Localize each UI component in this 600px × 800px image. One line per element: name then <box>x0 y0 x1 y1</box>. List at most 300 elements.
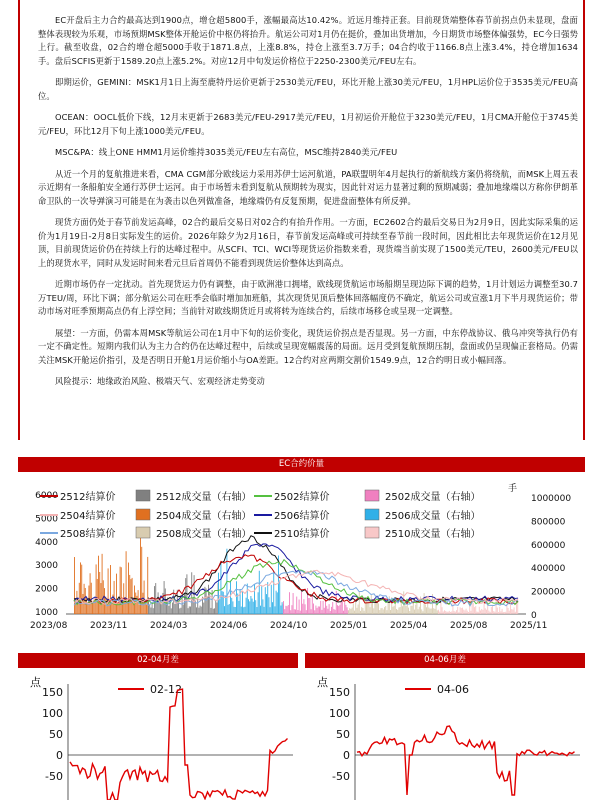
volume-bar-2512 <box>168 606 169 614</box>
ec-price-volume-chart <box>18 475 585 635</box>
volume-bar-2506 <box>255 600 256 614</box>
volume-bar-2508 <box>373 608 374 614</box>
volume-bar-2506 <box>249 601 250 614</box>
volume-bar-2512 <box>210 608 211 614</box>
volume-bar-2512 <box>170 603 171 614</box>
volume-bar-2510 <box>454 611 455 614</box>
paragraph-msc-pa: MSC&PA：线上ONE HMM1月运价维持3035美元/FEU左右高位，MSC维持2840美元/FEU <box>55 147 398 157</box>
spread-y-tick: 0 <box>343 749 350 762</box>
volume-bar-2510 <box>503 612 504 614</box>
volume-bar-2512 <box>213 609 214 614</box>
right-axis-tick: 1000000 <box>531 494 572 504</box>
volume-bar-2502 <box>329 604 330 614</box>
volume-bar-2506 <box>231 598 232 614</box>
volume-bar-2506 <box>232 601 233 614</box>
volume-bar-2512 <box>214 608 215 614</box>
volume-bar-2510 <box>470 611 471 614</box>
x-axis-tick: 2025/08 <box>450 621 488 631</box>
volume-bar-2502 <box>320 601 321 614</box>
volume-bar-2510 <box>500 611 501 614</box>
volume-bar-2510 <box>502 609 503 614</box>
volume-bar-2510 <box>485 608 486 614</box>
legend-label: 2504结算价 <box>60 511 116 522</box>
volume-bar-2506 <box>271 585 272 614</box>
volume-bar-2508 <box>360 611 361 614</box>
volume-bar-2504 <box>100 583 101 614</box>
right-axis-tick: 800000 <box>531 517 566 528</box>
left-axis-tick: 6000 <box>35 491 58 501</box>
legend-label: 2512成交量（右轴） <box>156 492 252 503</box>
x-axis-tick: 2025/01 <box>330 621 368 631</box>
volume-bar-2510 <box>472 602 473 614</box>
volume-bar-2508 <box>437 610 438 614</box>
legend-label: 2504成交量（右轴） <box>156 511 252 522</box>
spread-y-tick: 100 <box>42 707 63 720</box>
volume-bar-2510 <box>458 612 459 614</box>
x-axis-tick: 2025/04 <box>390 621 428 631</box>
volume-bar-2504 <box>81 565 82 614</box>
volume-bar-2512 <box>190 607 191 614</box>
volume-bar-2506 <box>244 607 245 614</box>
volume-bar-2510 <box>497 608 498 614</box>
volume-bar-2508 <box>406 606 407 614</box>
volume-bar-2510 <box>491 607 492 614</box>
legend-swatch-box <box>136 490 150 501</box>
spread-04-06-title: 04-06月差 <box>305 653 585 668</box>
volume-bar-2502 <box>323 601 324 614</box>
volume-bar-2504 <box>110 565 111 614</box>
volume-bar-2506 <box>236 581 237 614</box>
volume-bar-2502 <box>324 608 325 614</box>
legend-label: 2506结算价 <box>274 511 330 522</box>
volume-bar-2506 <box>278 556 279 614</box>
volume-bar-2510 <box>443 611 444 614</box>
volume-bar-2506 <box>252 599 253 614</box>
volume-bar-2506 <box>224 606 225 614</box>
volume-bar-2510 <box>464 610 465 614</box>
volume-bar-2502 <box>309 598 310 614</box>
volume-bar-2506 <box>256 607 257 614</box>
volume-bar-2512 <box>179 608 180 614</box>
volume-bar-2502 <box>331 607 332 614</box>
volume-bar-2502 <box>321 610 322 614</box>
volume-bar-2508 <box>388 603 389 614</box>
spread-y-tick: -50 <box>332 770 350 783</box>
legend-swatch-box <box>136 527 150 538</box>
legend-swatch-box <box>365 490 379 501</box>
volume-bar-2510 <box>509 611 510 614</box>
volume-bar-2506 <box>253 602 254 614</box>
volume-bar-2506 <box>235 607 236 614</box>
volume-bar-2508 <box>415 605 416 614</box>
volume-bar-2502 <box>295 610 296 614</box>
volume-bar-2504 <box>98 556 99 614</box>
volume-bar-2508 <box>434 609 435 614</box>
volume-bar-2510 <box>439 612 440 614</box>
volume-bar-2510 <box>486 610 487 614</box>
volume-bar-2508 <box>412 606 413 614</box>
volume-bar-2502 <box>338 606 339 614</box>
volume-bar-2502 <box>339 605 340 614</box>
volume-bar-2512 <box>182 598 183 614</box>
volume-bar-2508 <box>394 606 395 614</box>
volume-bar-2502 <box>303 599 304 614</box>
volume-bar-2506 <box>220 562 221 614</box>
volume-bar-2508 <box>385 606 386 614</box>
volume-bar-2502 <box>319 607 320 614</box>
volume-bar-2504 <box>126 551 127 614</box>
volume-bar-2512 <box>201 607 202 614</box>
volume-bar-2510 <box>466 609 467 614</box>
volume-bar-2504 <box>120 567 121 614</box>
volume-bar-2510 <box>480 610 481 614</box>
volume-bar-2510 <box>446 612 447 614</box>
volume-bar-2502 <box>291 605 292 614</box>
volume-bar-2510 <box>468 612 469 614</box>
volume-bar-2510 <box>461 608 462 614</box>
volume-bar-2510 <box>463 610 464 614</box>
volume-bar-2502 <box>289 592 290 614</box>
legend-swatch-box <box>136 509 150 520</box>
volume-bar-2502 <box>308 598 309 614</box>
volume-bar-2510 <box>481 609 482 614</box>
volume-bar-2512 <box>172 603 173 614</box>
paragraph-risk: 风险提示：地缘政治风险、极端天气、宏观经济走势变动 <box>55 376 265 386</box>
volume-bar-2510 <box>508 608 509 614</box>
volume-bar-2506 <box>237 594 238 614</box>
volume-bar-2510 <box>494 612 495 614</box>
volume-bar-2506 <box>270 607 271 614</box>
volume-bar-2508 <box>370 607 371 614</box>
volume-bar-2502 <box>302 604 303 614</box>
volume-bar-2506 <box>260 606 261 614</box>
volume-bar-2512 <box>189 606 190 614</box>
volume-bar-2502 <box>312 595 313 614</box>
volume-bar-2506 <box>250 596 251 614</box>
spread-y-tick: 150 <box>329 686 350 699</box>
volume-bar-2512 <box>171 608 172 614</box>
volume-bar-2510 <box>475 606 476 614</box>
volume-bar-2502 <box>284 609 285 614</box>
volume-bar-2510 <box>473 603 474 614</box>
paragraph-disturbance: 近期市场仍存一定扰动。首先现货运力仍有调整，由于欧洲港口拥堵，欧线现货航运市场船期呈现边际下调的趋势，1月计划运力调整至30.7万TEU/周，环比下调；部分航运公司在旺季会临时增加加班船，其次现货见顶后整体回落幅度仍不确定，航运公司或宣涨1月下半月现货运价；带动市场对旺季预期高点仍有上浮空间；当前针对欧线期货近月或将转为连续合约，后续市场移仓或呈现一定调整。 <box>38 279 578 316</box>
volume-bar-2504 <box>111 602 112 614</box>
spread-02-04-chart <box>18 670 298 800</box>
volume-bar-2512 <box>216 603 217 614</box>
x-axis-tick: 2023/11 <box>90 621 128 631</box>
volume-bar-2508 <box>362 608 363 614</box>
volume-bar-2508 <box>419 607 420 614</box>
volume-bar-2510 <box>438 610 439 614</box>
volume-bar-2506 <box>219 599 220 614</box>
volume-bar-2506 <box>261 586 262 614</box>
volume-bar-2506 <box>228 605 229 614</box>
left-axis-tick: 5000 <box>35 514 58 525</box>
volume-bar-2502 <box>283 601 284 614</box>
volume-bar-2504 <box>130 579 131 614</box>
volume-bar-2502 <box>285 606 286 614</box>
volume-bar-2508 <box>413 598 414 614</box>
volume-bar-2510 <box>512 610 513 614</box>
volume-bar-2504 <box>146 605 147 614</box>
volume-bar-2502 <box>327 609 328 614</box>
spread-legend-label: 02-12 <box>150 683 182 696</box>
volume-bar-2512 <box>188 608 189 614</box>
volume-bar-2508 <box>386 610 387 614</box>
legend-swatch-box <box>365 509 379 520</box>
x-axis-tick: 2024/06 <box>210 621 248 631</box>
volume-bar-2504 <box>80 562 81 614</box>
x-axis-tick: 2023/08 <box>30 621 68 631</box>
left-axis-tick: 4000 <box>35 537 58 548</box>
volume-bar-2506 <box>247 584 248 614</box>
volume-bar-2508 <box>392 607 393 614</box>
volume-bar-2512 <box>180 608 181 614</box>
left-axis-tick: 2000 <box>35 584 58 595</box>
legend-label: 2508结算价 <box>60 529 116 540</box>
spread-y-tick: 100 <box>329 707 350 720</box>
paragraph-market-close: EC开盘后主力合约最高达到1900点，增仓超5800手，涨幅最高达10.42%。近远月维持正套。目前现货端整体春节前拐点仍未显现，盘面整体表现较为乐观，市场预期MSK整体开舱运价中枢仍将抬升。航运公司对1月仍在挺价，叠加出货增加，今日期货市场整体偏强势，EC今日强势上行。截至收盘，02合约增仓超5000手收于1871.8点，上涨8.8%，持仓上涨至3.7万手；04合约收于1166.8点上涨3.4%，持仓增加1634手。盘后SCFIS更新于1589.20点上涨5.2%。对应12月中旬发运价格位于2250-2300美元/FEU左右。 <box>38 15 578 66</box>
volume-bar-2506 <box>274 606 275 614</box>
volume-bar-2512 <box>161 604 162 614</box>
volume-bar-2506 <box>259 571 260 614</box>
volume-bar-2506 <box>218 573 219 614</box>
volume-bar-2508 <box>354 611 355 614</box>
legend-label: 2508成交量（右轴） <box>156 529 252 540</box>
volume-bar-2502 <box>313 604 314 614</box>
volume-bar-2508 <box>356 608 357 614</box>
volume-bar-2504 <box>96 564 97 614</box>
volume-bar-2508 <box>379 610 380 614</box>
volume-bar-2504 <box>93 603 94 614</box>
volume-bar-2512 <box>184 593 185 614</box>
volume-bar-2502 <box>343 611 344 614</box>
volume-bar-2510 <box>448 612 449 614</box>
spread-series-line <box>70 689 288 800</box>
volume-bar-2506 <box>248 599 249 614</box>
volume-bar-2504 <box>141 547 142 614</box>
volume-bar-2504 <box>132 578 133 614</box>
right-axis-tick: 600000 <box>531 540 566 551</box>
volume-bar-2502 <box>344 602 345 614</box>
volume-bar-2508 <box>421 609 422 614</box>
volume-bar-2510 <box>515 612 516 614</box>
volume-bar-2512 <box>153 608 154 614</box>
volume-bar-2506 <box>234 607 235 614</box>
volume-bar-2506 <box>222 591 223 614</box>
volume-bar-2510 <box>476 612 477 614</box>
x-axis-tick: 2024/03 <box>150 621 188 631</box>
volume-bar-2506 <box>225 595 226 614</box>
volume-bar-2512 <box>196 607 197 614</box>
volume-bar-2504 <box>139 605 140 614</box>
volume-bar-2506 <box>230 581 231 614</box>
volume-bar-2502 <box>345 605 346 614</box>
x-axis-tick: 2025/11 <box>510 621 548 631</box>
spread-unit-label: 点 <box>30 676 41 689</box>
volume-bar-2508 <box>433 608 434 614</box>
volume-bar-2504 <box>116 574 117 614</box>
right-axis-unit: 手 <box>508 484 518 494</box>
volume-bar-2508 <box>355 601 356 614</box>
volume-bar-2502 <box>347 607 348 614</box>
volume-bar-2510 <box>478 612 479 614</box>
legend-label: 2502成交量（右轴） <box>385 492 481 503</box>
volume-bar-2508 <box>424 593 425 614</box>
volume-bar-2506 <box>262 599 263 614</box>
volume-bar-2508 <box>430 609 431 614</box>
volume-bar-2508 <box>425 604 426 614</box>
volume-bar-2508 <box>358 605 359 614</box>
volume-bar-2508 <box>348 610 349 614</box>
volume-bar-2508 <box>428 608 429 614</box>
volume-bar-2508 <box>364 611 365 614</box>
volume-bar-2502 <box>294 609 295 614</box>
report-text <box>38 14 578 397</box>
paragraph-gemini: 即期运价，GEMINI：MSK1月1日上海至鹿特丹运价更新于2530美元/FEU，环比开舱上涨30美元/FEU，1月HPL运价位于3535美元/FEU高位。 <box>38 77 578 101</box>
volume-bar-2504 <box>97 579 98 614</box>
volume-bar-2502 <box>330 611 331 614</box>
volume-bar-2508 <box>407 604 408 614</box>
volume-bar-2504 <box>128 563 129 614</box>
volume-bar-2502 <box>306 610 307 614</box>
legend-label: 2510结算价 <box>274 529 330 540</box>
spread-y-tick: 150 <box>42 686 63 699</box>
volume-bar-2502 <box>335 610 336 614</box>
volume-bar-2508 <box>382 608 383 614</box>
main-chart-title: EC合约价量 <box>18 457 585 472</box>
volume-bar-2502 <box>311 609 312 614</box>
volume-bar-2510 <box>493 611 494 614</box>
volume-bar-2508 <box>349 608 350 614</box>
left-axis-tick: 3000 <box>35 561 58 572</box>
paragraph-ocean: OCEAN：OOCL低价下线，12月末更新于2683美元/FEU-2917美元/FEU，1月初运价开舱位于3230美元/FEU，1月CMA开舱位于3745美元/FEU，环比12月下旬上涨1000美元/FEU。 <box>38 112 578 136</box>
volume-bar-2508 <box>397 610 398 614</box>
volume-bar-2510 <box>451 611 452 614</box>
volume-bar-2504 <box>99 572 100 614</box>
volume-bar-2508 <box>350 609 351 614</box>
volume-bar-2506 <box>266 594 267 614</box>
spread-y-tick: 50 <box>336 728 350 741</box>
volume-bar-2510 <box>445 611 446 614</box>
volume-bar-2502 <box>332 602 333 614</box>
volume-bar-2502 <box>305 604 306 614</box>
legend-label: 2512结算价 <box>60 492 116 503</box>
volume-bar-2506 <box>264 607 265 614</box>
volume-bar-2508 <box>383 609 384 614</box>
volume-bar-2512 <box>185 578 186 614</box>
volume-bar-2508 <box>400 607 401 614</box>
volume-bar-2510 <box>499 607 500 614</box>
legend-label: 2506成交量（右轴） <box>385 511 481 522</box>
volume-bar-2506 <box>242 591 243 614</box>
volume-bar-2512 <box>197 599 198 614</box>
volume-bar-2508 <box>390 610 391 614</box>
volume-bar-2502 <box>337 605 338 614</box>
volume-bar-2504 <box>87 604 88 614</box>
volume-bar-2512 <box>150 608 151 614</box>
volume-bar-2510 <box>450 612 451 614</box>
spread-legend-label: 04-06 <box>437 683 469 696</box>
volume-bar-2504 <box>91 583 92 614</box>
volume-bar-2512 <box>164 581 165 614</box>
spread-y-tick: -50 <box>45 770 63 783</box>
volume-bar-2508 <box>384 607 385 614</box>
volume-bar-2508 <box>396 609 397 614</box>
volume-bar-2502 <box>341 602 342 614</box>
spread-unit-label: 点 <box>317 676 328 689</box>
volume-bar-2510 <box>482 610 483 614</box>
volume-bar-2512 <box>149 605 150 614</box>
volume-bar-2510 <box>467 611 468 614</box>
volume-bar-2508 <box>409 611 410 614</box>
volume-bar-2506 <box>238 601 239 614</box>
volume-bar-2504 <box>82 594 83 614</box>
right-axis-tick: 0 <box>531 611 537 621</box>
spread-02-04-title: 02-04月差 <box>18 653 298 668</box>
volume-bar-2508 <box>402 606 403 614</box>
volume-bar-2506 <box>277 592 278 614</box>
volume-bar-2506 <box>241 607 242 614</box>
volume-bar-2502 <box>317 608 318 614</box>
legend-label: 2502结算价 <box>274 492 330 503</box>
spread-series-line <box>357 726 575 795</box>
volume-bar-2506 <box>223 592 224 614</box>
volume-bar-2508 <box>378 603 379 614</box>
volume-bar-2502 <box>301 592 302 614</box>
right-axis-tick: 200000 <box>531 587 566 598</box>
volume-bar-2510 <box>449 611 450 614</box>
volume-bar-2502 <box>314 610 315 614</box>
volume-bar-2502 <box>333 609 334 614</box>
volume-bar-2510 <box>490 612 491 614</box>
volume-bar-2502 <box>290 610 291 614</box>
volume-bar-2504 <box>90 573 91 614</box>
volume-bar-2510 <box>457 607 458 614</box>
volume-bar-2510 <box>460 607 461 614</box>
volume-bar-2506 <box>267 582 268 614</box>
volume-bar-2506 <box>254 584 255 614</box>
volume-bar-2510 <box>440 601 441 614</box>
volume-bar-2506 <box>279 580 280 614</box>
spread-y-tick: 0 <box>56 749 63 762</box>
volume-bar-2508 <box>422 611 423 614</box>
volume-bar-2512 <box>200 606 201 614</box>
volume-bar-2502 <box>300 611 301 614</box>
volume-bar-2506 <box>243 607 244 614</box>
volume-bar-2510 <box>455 612 456 614</box>
volume-bar-2506 <box>280 605 281 614</box>
volume-bar-2510 <box>492 606 493 614</box>
volume-bar-2508 <box>410 606 411 614</box>
volume-bar-2502 <box>318 606 319 614</box>
legend-label: 2510成交量（右轴） <box>385 529 481 540</box>
volume-bar-2512 <box>183 605 184 614</box>
volume-bar-2506 <box>246 598 247 614</box>
volume-bar-2508 <box>366 599 367 614</box>
volume-bar-2504 <box>129 575 130 614</box>
volume-bar-2512 <box>174 604 175 614</box>
volume-bar-2512 <box>156 601 157 614</box>
volume-bar-2510 <box>444 610 445 614</box>
volume-bar-2508 <box>361 607 362 614</box>
legend-swatch-box <box>365 527 379 538</box>
volume-bar-2512 <box>198 608 199 614</box>
paragraph-outlook: 展望：一方面，仍需本周MSK等航运公司在1月中下旬的运价变化，现货运价拐点是否显现。另一方面，中东停战协议、俄乌冲突等执行仍有一定不确定性。短期内我们认为主力合约仍在达峰过程中，后续或呈现宽幅震荡的局面。远月受到复航预期压制，盘面或仍呈现偏正套格局。仍需关注MSK开舱运价指引，及是否明日开舱1月运价缩小与OA差距。12合约对应两期交割价1549.9点，12合约明日或小幅回落。 <box>38 327 578 365</box>
volume-bar-2508 <box>380 608 381 614</box>
volume-bar-2508 <box>371 595 372 614</box>
volume-bar-2510 <box>506 605 507 614</box>
